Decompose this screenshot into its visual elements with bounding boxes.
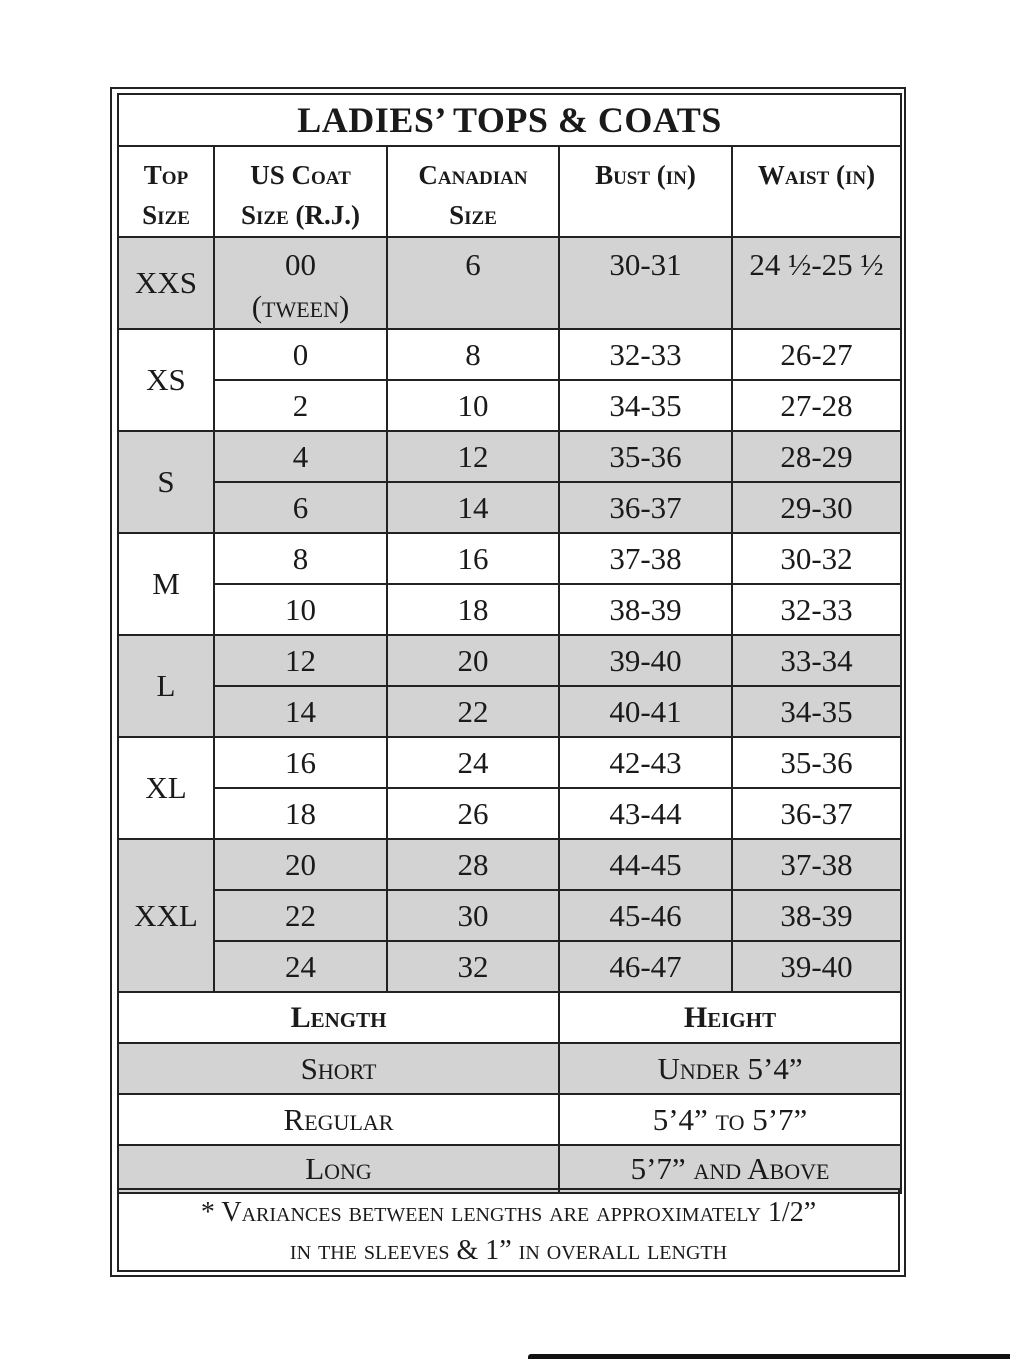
height-cell: Under 5’4” [559,1043,901,1094]
top-size-cell: XXS [118,237,214,329]
top-size-cell: S [118,431,214,533]
bust-cell: 36-37 [559,482,732,533]
us-size-cell: 22 [214,890,387,941]
us-size-cell: 6 [214,482,387,533]
note-line-1: * Variances between lengths are approximately 1/2” [200,1197,817,1228]
bust-cell: 30-31 [559,237,732,329]
table-row [118,431,901,482]
canadian-size-cell: 6 [387,237,559,329]
canadian-size-cell: 10 [387,380,559,431]
canadian-size-cell: 18 [387,584,559,635]
canadian-size-cell: 20 [387,635,559,686]
us-size-cell: 16 [214,737,387,788]
header-canadian-size: Canadian Size [387,146,559,237]
size-chart-table [117,93,902,1194]
length-header: Length [118,992,559,1043]
bust-cell: 34-35 [559,380,732,431]
table-row [118,941,901,992]
table-row [118,329,901,380]
bust-cell: 37-38 [559,533,732,584]
canadian-size-cell: 8 [387,329,559,380]
us-size-cell: 8 [214,533,387,584]
bust-cell: 45-46 [559,890,732,941]
chart-title: LADIES’ TOPS & COATS [118,94,901,146]
table-row [118,686,901,737]
canadian-size-cell: 24 [387,737,559,788]
note-line-2: in the sleeves & 1” in overall length [289,1235,728,1266]
height-header: Height [559,992,901,1043]
canadian-size-cell: 22 [387,686,559,737]
us-size-cell: 12 [214,635,387,686]
table-row [118,839,901,890]
canadian-size-cell: 30 [387,890,559,941]
table-row [118,890,901,941]
length-header-row [118,992,901,1043]
header-row [118,146,901,237]
top-size-cell: XXL [118,839,214,992]
waist-cell: 34-35 [732,686,901,737]
bust-cell: 32-33 [559,329,732,380]
header-top-size: Top Size [118,146,214,237]
bust-cell: 46-47 [559,941,732,992]
bust-cell: 43-44 [559,788,732,839]
waist-cell: 29-30 [732,482,901,533]
us-size-cell: 14 [214,686,387,737]
us-size-cell: 10 [214,584,387,635]
length-row [118,1145,901,1193]
us-size-cell: 4 [214,431,387,482]
waist-cell: 33-34 [732,635,901,686]
us-size-cell: 18 [214,788,387,839]
bust-cell: 44-45 [559,839,732,890]
top-size-cell: M [118,533,214,635]
waist-cell: 26-27 [732,329,901,380]
length-row [118,1094,901,1145]
waist-cell: 30-32 [732,533,901,584]
waist-cell: 38-39 [732,890,901,941]
us-size-cell: 2 [214,380,387,431]
header-waist: Waist (in) [732,146,901,237]
canadian-size-cell: 32 [387,941,559,992]
waist-cell: 36-37 [732,788,901,839]
canadian-size-cell: 12 [387,431,559,482]
header-bust: Bust (in) [559,146,732,237]
table-row [118,737,901,788]
table-row [118,584,901,635]
us-size-cell: 24 [214,941,387,992]
length-cell: Regular [118,1094,559,1145]
table-row [118,237,901,329]
bust-cell: 39-40 [559,635,732,686]
canadian-size-cell: 16 [387,533,559,584]
bust-cell: 42-43 [559,737,732,788]
waist-cell: 37-38 [732,839,901,890]
length-row [118,1043,901,1094]
canadian-size-cell: 26 [387,788,559,839]
top-size-cell: L [118,635,214,737]
table-row [118,380,901,431]
top-size-cell: XL [118,737,214,839]
table-row [118,635,901,686]
header-us-coat-size: US Coat Size (R.J.) [214,146,387,237]
height-cell: 5’4” to 5’7” [559,1094,901,1145]
table-row [118,482,901,533]
us-size-cell: 20 [214,839,387,890]
waist-cell: 24 ½-25 ½ [732,237,901,329]
canadian-size-cell: 28 [387,839,559,890]
length-cell: Short [118,1043,559,1094]
bust-cell: 40-41 [559,686,732,737]
canadian-size-cell: 14 [387,482,559,533]
home-indicator-bar [528,1354,1010,1359]
table-row [118,533,901,584]
waist-cell: 32-33 [732,584,901,635]
us-size-cell: 0 [214,329,387,380]
bust-cell: 38-39 [559,584,732,635]
table-row [118,788,901,839]
us-size-cell: 00 (tween) [214,237,387,329]
waist-cell: 39-40 [732,941,901,992]
top-size-cell: XS [118,329,214,431]
waist-cell: 28-29 [732,431,901,482]
height-cell: 5’7” and Above [559,1145,901,1193]
waist-cell: 35-36 [732,737,901,788]
variance-note [117,1188,900,1272]
length-cell: Long [118,1145,559,1193]
bust-cell: 35-36 [559,431,732,482]
waist-cell: 27-28 [732,380,901,431]
